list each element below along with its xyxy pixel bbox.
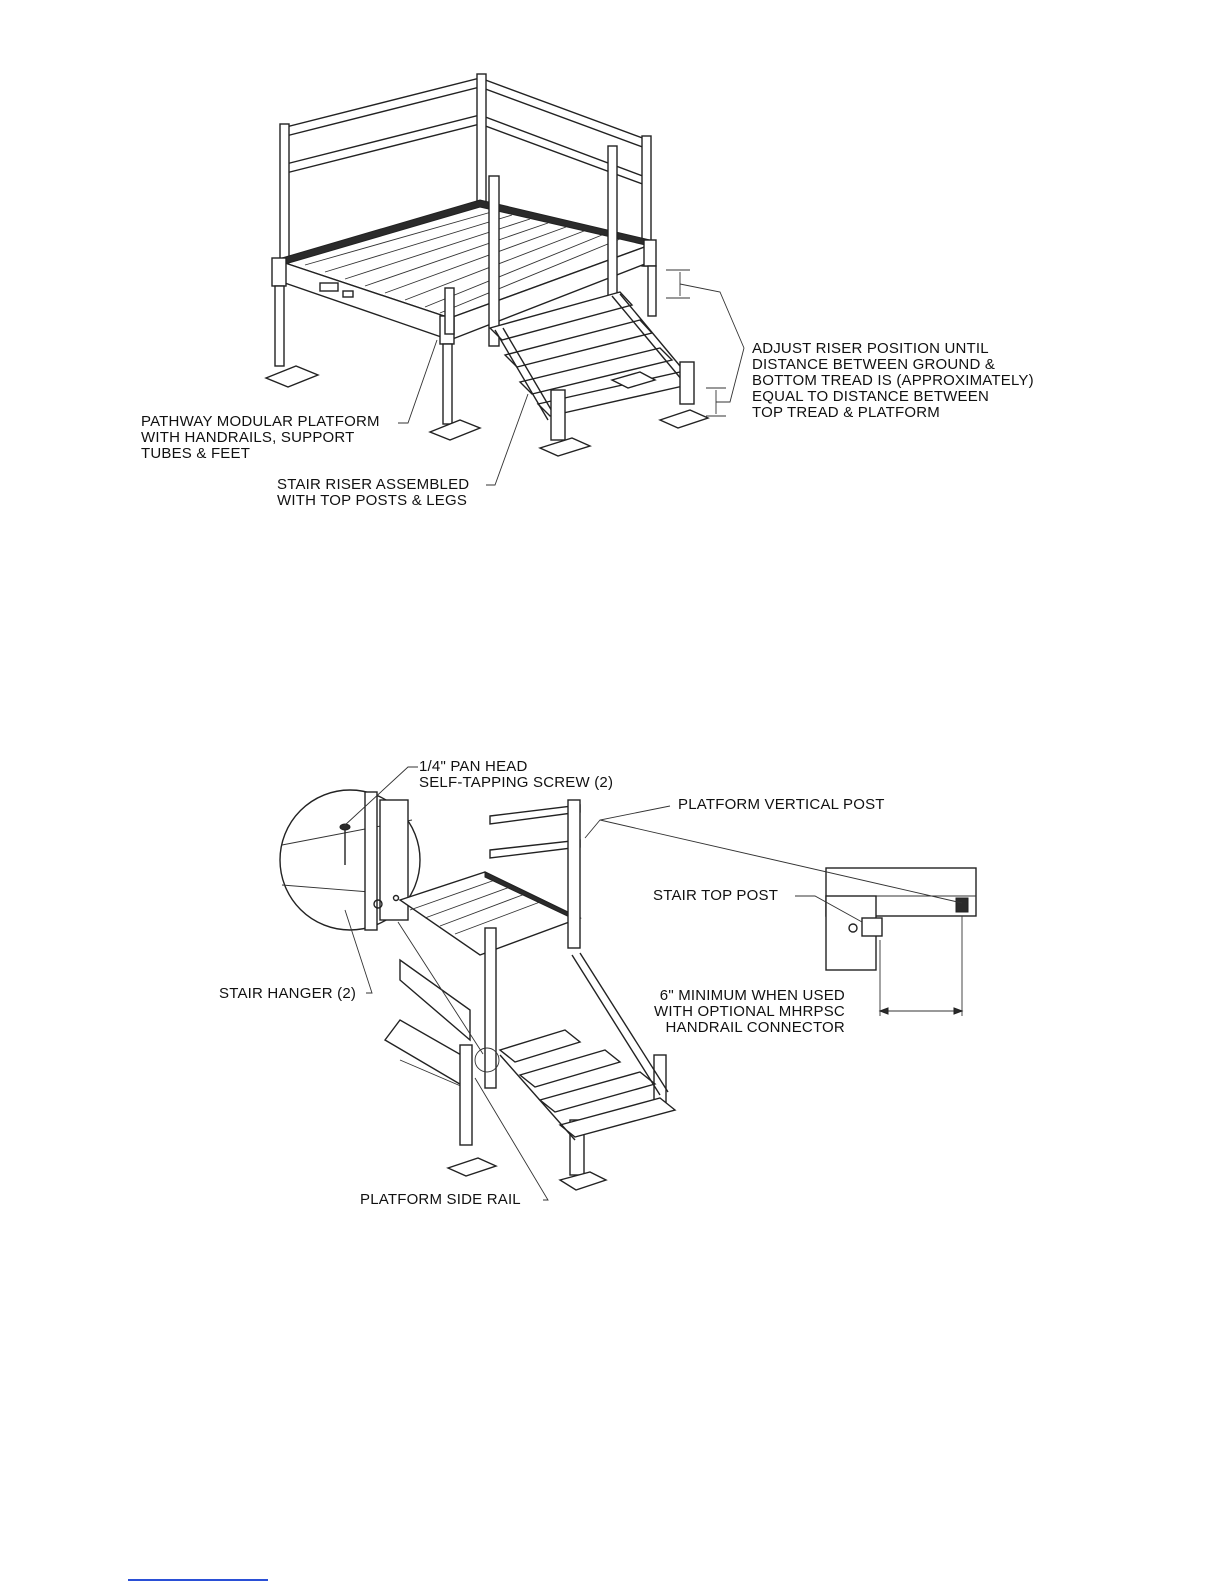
riser-leader [486,394,528,485]
screw-detail-circle [280,790,420,930]
vertical-post [448,800,666,1190]
top-view-detail [826,868,976,970]
minimum-distance-label: 6" MINIMUM WHEN USED WITH OPTIONAL MHRPSC HANDRAIL CONNECTOR [654,987,845,1036]
stair-riser-label: STAIR RISER ASSEMBLED WITH TOP POSTS & LEGS [277,476,470,509]
dimension-marks [666,270,744,416]
vertical-post-label: PLATFORM VERTICAL POST [678,796,885,813]
platform-deck [272,200,656,344]
platform-corner [385,805,580,1090]
platform-leader [398,340,437,423]
adjust-riser-label: ADJUST RISER POSITION UNTIL DISTANCE BETWEEN GROUND & BOTTOM TREAD IS (APPROXIMATELY) EQUAL TO DISTANCE BETWEEN TOP TREAD & PLATFORM [752,340,1034,421]
stair-treads [500,953,675,1140]
stair-riser [490,292,708,456]
stair-hanger-label: STAIR HANGER (2) [219,985,357,1002]
screw-label: 1/4" PAN HEAD SELF-TAPPING SCREW (2) [419,758,614,791]
side-rail-label: PLATFORM SIDE RAIL [360,1191,521,1208]
platform-assembly-drawing [0,0,1225,560]
stair-top-post-label: STAIR TOP POST [653,887,779,904]
footer-link-underline [128,1579,268,1581]
minimum-dimension [880,916,962,1016]
platform-label: PATHWAY MODULAR PLATFORM WITH HANDRAILS, SUPPORT TUBES & FEET [141,413,380,462]
